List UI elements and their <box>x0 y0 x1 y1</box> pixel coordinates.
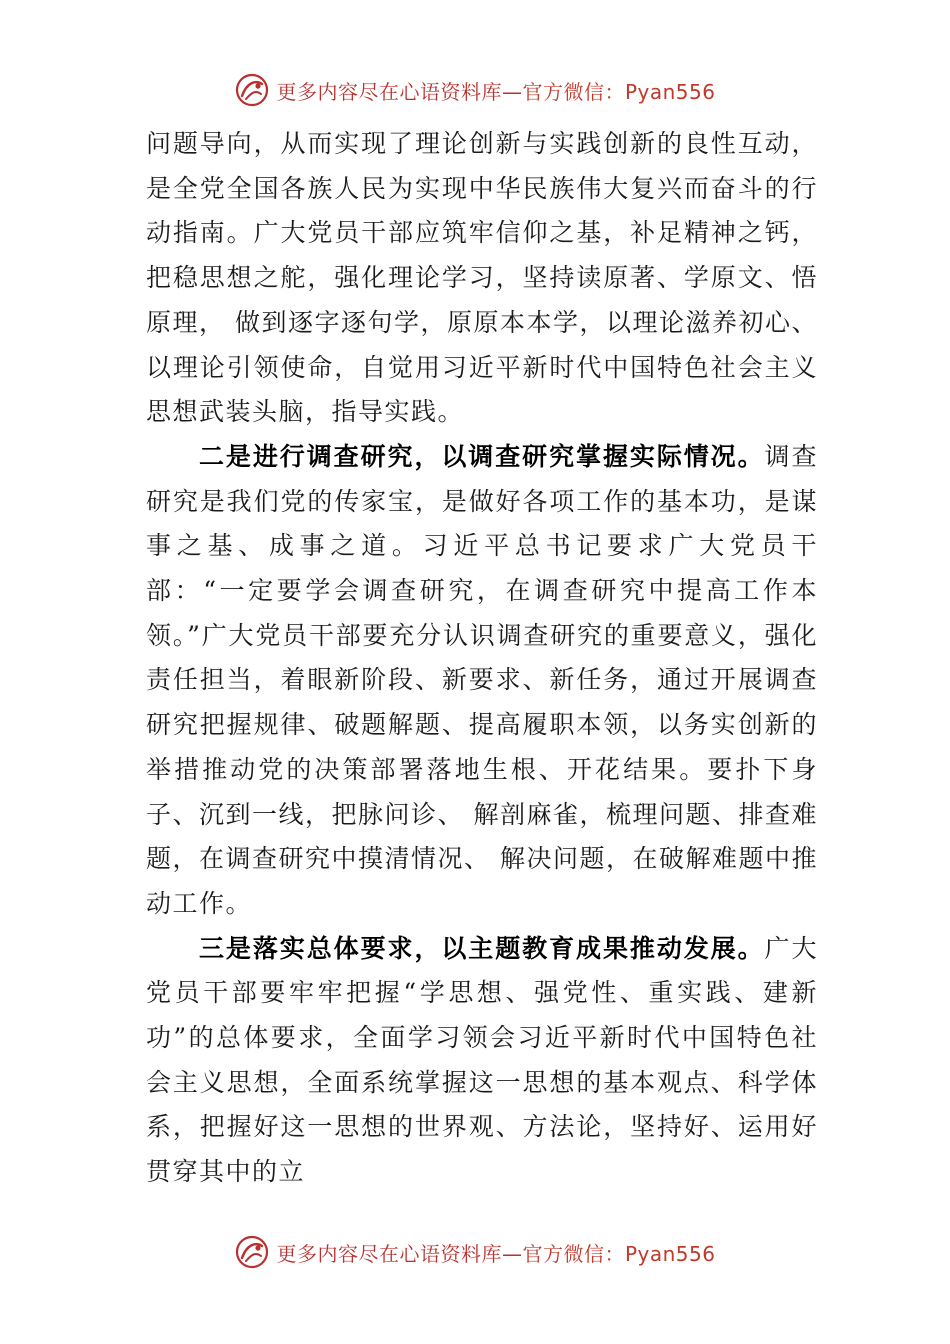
document-body <box>146 122 818 1195</box>
header-banner-wechat: 官方微信：Pyan556 <box>522 79 716 104</box>
footer-banner-text <box>276 1238 715 1267</box>
logo-icon <box>234 1234 270 1270</box>
header-banner-separator: — <box>501 79 523 104</box>
paragraph-3 <box>146 927 818 1195</box>
header-banner-text <box>276 76 715 105</box>
footer-banner-main: 更多内容尽在心语资料库 <box>276 1241 502 1266</box>
paragraph-3-text: 广大党员干部要牢牢把握“学思想、强党性、重实践、建新功”的总体要求，全面学习领会习近平新时代中国特色社会主义思想，全面系统掌握这一思想的基本观点、科学体系，把握好这一思想的世界观、方法论，坚持好、运用好贯穿其中的立 <box>146 933 818 1187</box>
paragraph-2-text: 调查研究是我们党的传家宝，是做好各项工作的基本功，是谋事之基、成事之道。习近平总书记要求广大党员干部：“一定要学会调查研究，在调查研究中提高工作本领。”广大党员干部要充分认识调查研究的重要意义，强化责任担当，着眼新阶段、新要求、新任务，通过开展调查研究把握规律、破题解题、提高履职本领，以务实创新的举措推动党的决策部署落地生根、开花结果。要扑下身子、沉到一线，把脉问诊、 解剖麻雀，梳理问题、排查难题，在调查研究中摸清情况、 解决问题，在破解难题中推动工作。 <box>146 441 818 918</box>
paragraph-1: 问题导向，从而实现了理论创新与实践创新的良性互动，是全党全国各族人民为实现中华民族伟大复兴而奋斗的行动指南。广大党员干部应筑牢信仰之基，补足精神之钙，把稳思想之舵，强化理论学习，坚持读原著、学原文、悟原理， 做到逐字逐句学，原原本本学，以理论滋养初心、以理论引领使命，自觉用习近平新时代中国特色社会主义思想武装头脑，指导实践。 <box>146 129 818 427</box>
footer-banner-wechat: 官方微信：Pyan556 <box>522 1241 716 1266</box>
paragraph-3-heading: 三是落实总体要求，以主题教育成果推动发展。 <box>199 933 765 963</box>
header-banner-main: 更多内容尽在心语资料库 <box>276 79 502 104</box>
header-banner <box>0 72 950 108</box>
footer-banner-separator: — <box>501 1241 523 1266</box>
footer-banner <box>0 1234 950 1270</box>
paragraph-2-heading: 二是进行调查研究，以调查研究掌握实际情况。 <box>199 441 765 471</box>
logo-icon <box>234 72 270 108</box>
paragraph-2 <box>146 435 818 927</box>
